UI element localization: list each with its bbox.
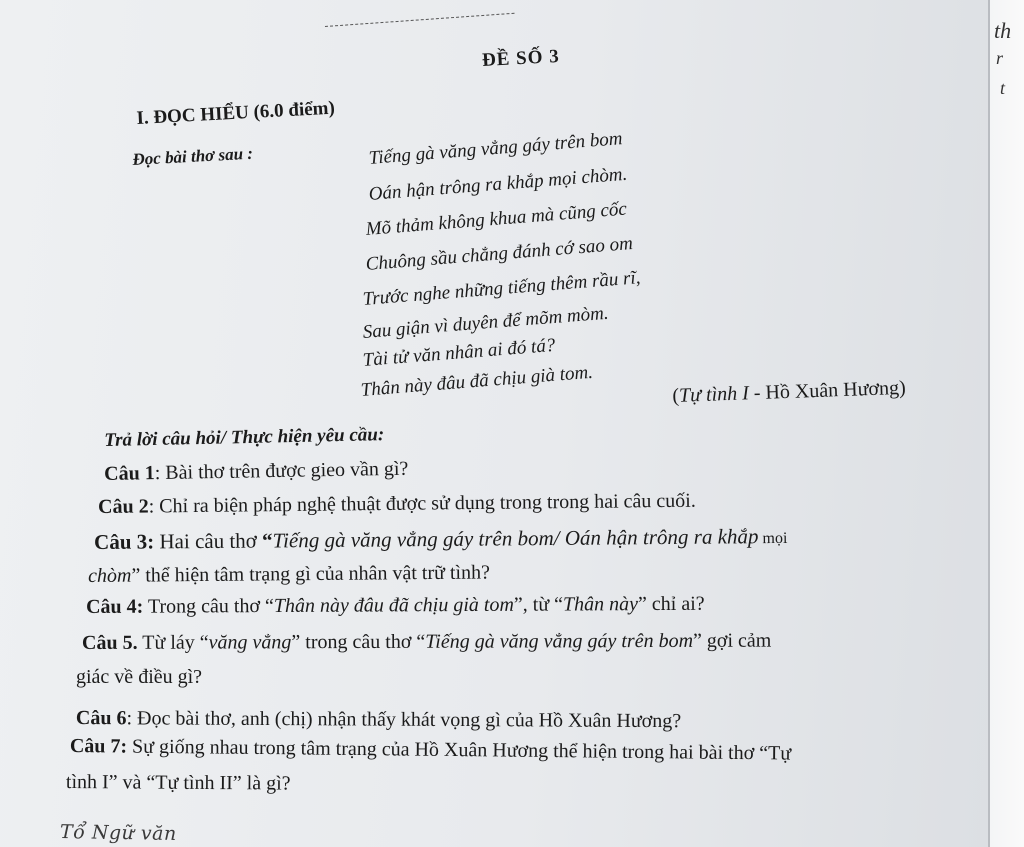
question-3-line-2: [88, 561, 490, 588]
source-title: Tự tình I: [678, 382, 750, 407]
answer-heading: Trả lời câu hỏi/ Thực hiện yêu cầu:: [104, 424, 385, 451]
question-text: : Chỉ ra biện pháp nghệ thuật được sử dụng trong trong hai câu cuối.: [148, 489, 696, 518]
poem-line: Mõ thảm không khua mà cũng cốc: [365, 198, 628, 240]
quoted-verse: Tiếng gà văng vẳng gáy trên bom/ Oán hận trông ra khắp: [272, 524, 759, 553]
edge-letter: th: [994, 18, 1012, 43]
question-text: : Bài thơ trên được gieo vần gì?: [154, 457, 409, 485]
question-text: ”, từ “: [513, 593, 564, 616]
question-text: giác về điều gì?: [76, 666, 203, 688]
footer-signature: Tổ Ngữ văn: [59, 820, 177, 846]
edge-letter: t: [1000, 78, 1006, 98]
quoted-verse: Tiếng gà văng vẳng gáy trên bom: [425, 629, 694, 653]
source-open: (: [672, 384, 680, 407]
question-text: mọi: [758, 529, 788, 548]
question-text: ” thể hiện tâm trạng gì của nhân vật trữ tình?: [131, 561, 491, 587]
question-label: Câu 5.: [82, 631, 138, 654]
quoted-verse: Thân này đâu đã chịu già tom: [273, 593, 514, 618]
question-text: Từ láy “: [137, 631, 209, 654]
section-heading: I. ĐỌC HIỂU (6.0 điểm): [136, 97, 336, 129]
question-4: [86, 593, 705, 619]
quoted-word: văng vẳng: [208, 631, 292, 654]
question-label: Câu 6: [75, 707, 127, 730]
poem-line: Thân này đâu đã chịu già tom.: [360, 361, 594, 401]
quoted-verse: chòm: [88, 564, 132, 587]
question-label: Câu 7:: [69, 735, 128, 758]
read-instruction: Đọc bài thơ sau :: [132, 143, 254, 169]
poem-line: Trước nghe những tiếng thêm rầu rĩ,: [362, 267, 642, 310]
source-author: - Hồ Xuân Hương): [748, 376, 907, 405]
question-label: Câu 4:: [86, 595, 144, 618]
question-label: Câu 2: [98, 495, 149, 518]
question-text: tình I” và “Tự tình II” là gì?: [65, 771, 291, 795]
quoted-word: Thân này: [562, 593, 639, 616]
question-label: Câu 1: [104, 462, 155, 485]
poem-line: Tài tử văn nhân ai đó tá?: [362, 334, 557, 371]
question-text: Sự giống nhau trong tâm trạng của Hồ Xuân Hương thể hiện trong hai bài thơ “Tự: [127, 735, 792, 765]
question-6: [76, 707, 681, 733]
exam-title: ĐỀ SỐ 3: [481, 45, 561, 72]
question-text: ” trong câu thơ “: [291, 630, 426, 654]
question-7-line-2: [66, 771, 291, 796]
question-label: Câu 3:: [94, 529, 155, 554]
open-quote: “: [261, 528, 273, 553]
question-text: Trong câu thơ “: [143, 595, 274, 618]
poem-line: Tiếng gà văng vẳng gáy trên bom: [368, 128, 624, 169]
poem-line: Chuông sầu chẳng đánh cớ sao om: [365, 232, 634, 275]
edge-letter: r: [996, 48, 1004, 68]
poem-line: Oán hận trông ra khắp mọi chòm.: [368, 163, 628, 205]
poem-line: Sau giận vì duyên để mõm mòm.: [362, 302, 610, 343]
question-text: ” gợi cảm: [692, 629, 772, 652]
question-text: Hai câu thơ: [154, 528, 263, 554]
adjacent-page-edge: [988, 0, 1024, 847]
question-5-line-2: [76, 666, 202, 689]
question-5: [82, 630, 771, 655]
question-text: ” chỉ ai?: [637, 592, 705, 616]
question-text: : Đọc bài thơ, anh (chị) nhận thấy khát vọng gì của Hồ Xuân Hương?: [126, 707, 682, 733]
